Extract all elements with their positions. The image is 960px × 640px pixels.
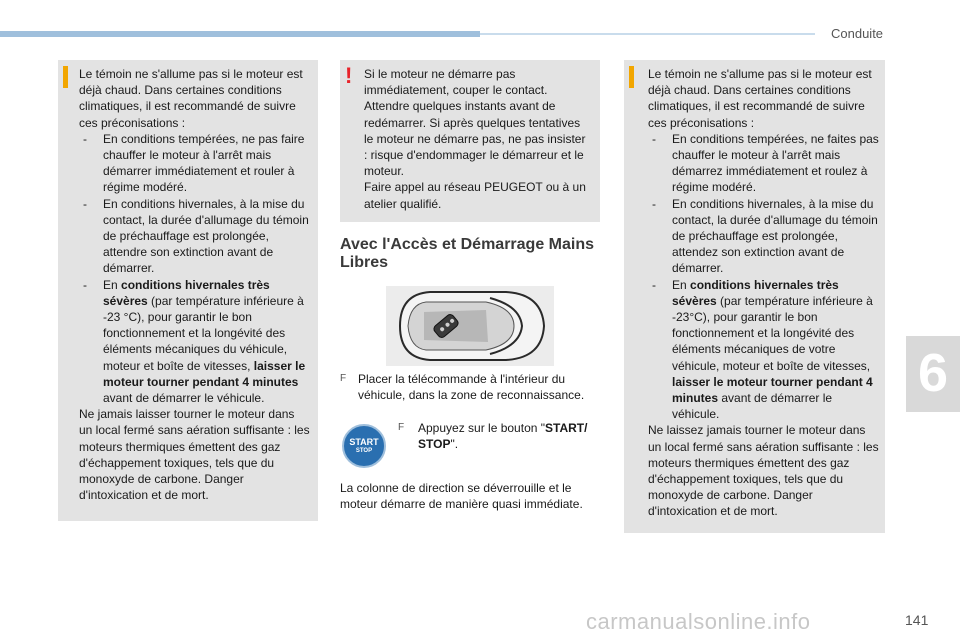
warning-icon: !	[345, 63, 353, 88]
info-closing: Ne laissez jamais tourner le moteur dans un local fermé sans aération suffisante : les moteurs thermiques émettent des gaz d'échappement toxiques, tels que du monoxyde de carbone. Danger d'intoxication et de mort.	[648, 423, 879, 519]
list-item-text: (par température inférieure à -23 °C), pour garantir le bon fonctionnement et la longévité des éléments mécaniques du véhicule, moteur et boîte de vitesses,	[103, 293, 304, 373]
info-box-right	[624, 60, 885, 533]
step-text: Appuyez sur le bouton "	[418, 421, 546, 435]
list-item-text: avant de démarrer le véhicule.	[103, 391, 265, 406]
step-text: ".	[450, 437, 459, 452]
warning-box	[340, 60, 600, 222]
list-item	[648, 277, 880, 423]
section-heading: Avec l'Accès et Démarrage Mains Libres	[340, 236, 595, 271]
warning-text: Attendre quelques instants avant de redémarrer. Si après quelques tentatives le moteur ne démarre pas, ne pas insister : risque d'endommager le démarreur et le moteur.	[364, 99, 586, 179]
info-box-left	[58, 60, 318, 521]
stop-label: STOP	[355, 448, 373, 454]
info-intro: Le témoin ne s'allume pas si le moteur est déjà chaud. Dans certaines conditions climatiques, il est recommandé de suivre ces préconisations :	[648, 67, 872, 130]
list-dash: -	[83, 131, 87, 146]
instruction-step	[340, 371, 602, 403]
page-number: 141	[905, 612, 929, 628]
info-closing: Ne jamais laisser tourner le moteur dans un local fermé sans aération suffisante : les moteurs thermiques émettent des gaz d'échappement toxiques, tels que du monoxyde de carbone. Danger d'intoxication et de mort.	[79, 407, 310, 503]
warning-text: Si le moteur ne démarre pas immédiatement, couper le contact.	[364, 67, 548, 98]
start-label: START	[349, 437, 379, 447]
list-item-text: avant de démarrer le véhicule.	[672, 391, 833, 422]
section-title: Conduite	[831, 26, 884, 41]
emphasis-text: laisser le moteur tourner pendant 4 minutes	[672, 374, 873, 406]
header-accent-bar	[0, 31, 480, 37]
list-dash: -	[83, 277, 87, 292]
list-item-text: En conditions tempérées, ne pas faire chauffer le moteur à l'arrêt mais démarrer immédiatement et rouler à régime modéré.	[103, 131, 305, 195]
list-item	[648, 131, 880, 196]
emphasis-text: START/ STOP	[418, 421, 588, 452]
list-dash: -	[652, 277, 656, 292]
step-text-wrap	[398, 420, 598, 452]
watermark: carmanualsonline.info	[586, 609, 811, 634]
step-arrow-icon: F	[340, 373, 347, 384]
list-item	[79, 277, 311, 407]
info-icon	[63, 66, 68, 88]
emphasis-text: laisser le moteur tourner pendant 4 minutes	[103, 358, 306, 389]
instruction-step	[398, 420, 598, 452]
step-text: Placer la télécommande à l'intérieur du véhicule, dans la zone de reconnaissance.	[358, 372, 585, 403]
list-item-text: En conditions hivernales, à la mise du contact, la durée d'allumage du témoin de préchauffage est prolongée, attendez son extinction avant de démarrer.	[672, 196, 878, 276]
car-keyless-illustration	[386, 286, 554, 366]
info-intro: Le témoin ne s'allume pas si le moteur est déjà chaud. Dans certaines conditions climatiques, il est recommandé de suivre ces préconisations :	[79, 67, 303, 130]
list-item	[648, 196, 880, 277]
emphasis-text: conditions hivernales très sévères	[672, 277, 839, 308]
info-icon	[629, 66, 634, 88]
list-dash: -	[652, 196, 656, 211]
chapter-tab	[906, 336, 960, 412]
list-item-text: En conditions tempérées, ne faites pas chauffer le moteur à l'arrêt mais démarrez immédiatement et roulez à régime modéré.	[672, 131, 879, 195]
car-top-view-icon	[386, 286, 554, 366]
list-item-text: (par température inférieure à -23°C), pour garantir le bon fonctionnement et la longévité des éléments mécaniques de votre véhicule, moteur et boîte de vitesses,	[672, 293, 873, 373]
step-arrow-icon: F	[398, 422, 405, 433]
list-item	[79, 131, 311, 196]
header-rule	[480, 33, 815, 35]
list-dash: -	[652, 131, 656, 146]
list-item-text: En	[672, 277, 691, 292]
start-stop-button-icon	[342, 424, 386, 468]
list-item-text: En	[103, 277, 122, 292]
list-item-text: En conditions hivernales, à la mise du contact, la durée d'allumage du témoin de préchauffage est prolongée, attendre son extinction avant de démarrer.	[103, 196, 309, 276]
emphasis-text: conditions hivernales très sévères	[103, 277, 270, 308]
result-paragraph: La colonne de direction se déverrouille et le moteur démarre de manière quasi immédiate.	[340, 481, 583, 512]
warning-text: Faire appel au réseau PEUGEOT ou à un atelier qualifié.	[364, 180, 586, 211]
list-item	[79, 196, 311, 277]
list-dash: -	[83, 196, 87, 211]
chapter-number: 6	[917, 343, 949, 403]
